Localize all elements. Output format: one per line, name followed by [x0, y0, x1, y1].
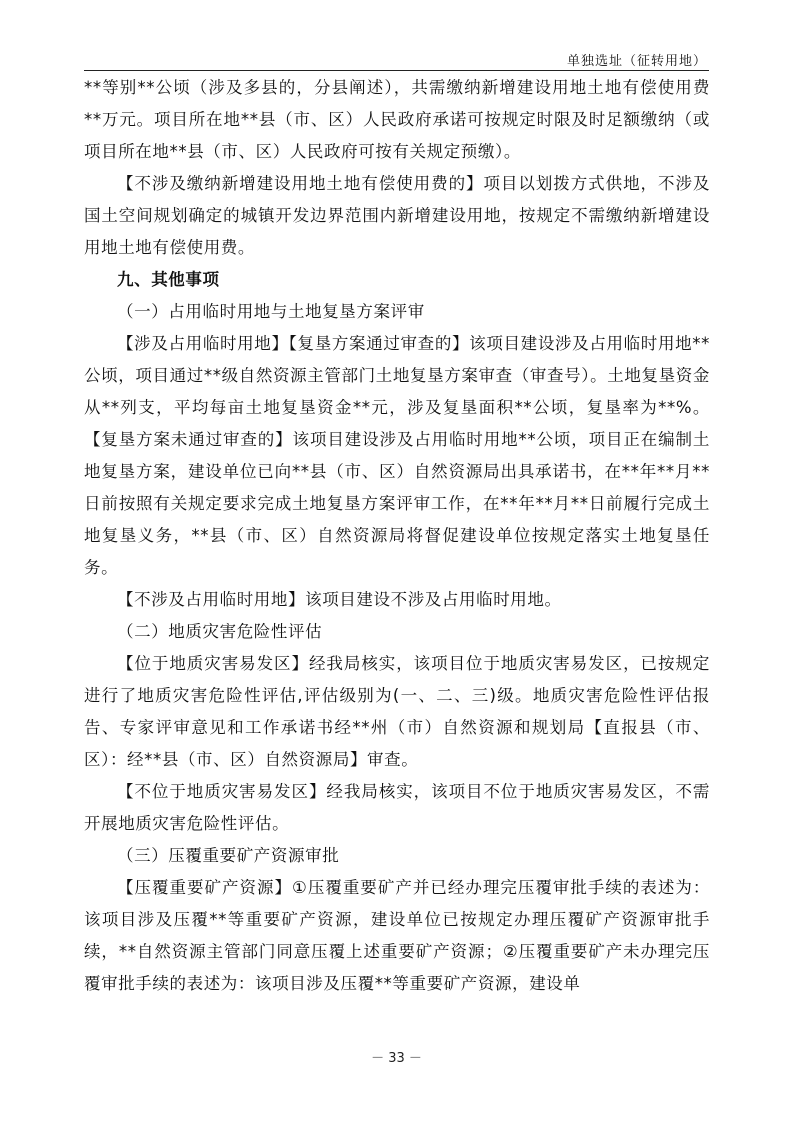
- paragraph-mineral-resources: 【压覆重要矿产资源】①压覆重要矿产并已经办理完压覆审批手续的表述为：该项目涉及压覆**等重要矿产资源，建设单位已按规定办理压覆矿产资源审批手续，**自然资源主管部门同意压覆上述重要矿产资源；②压覆重要矿产未办理完压覆审批手续的表述为：该项目涉及压覆**等重要矿产资源，建设单: [84, 878, 710, 993]
- subheading-temporary-land: （一）占用临时用地与土地复垦方案评审: [117, 302, 425, 321]
- paragraph-no-temporary-land: 【不涉及占用临时用地】该项目建设不涉及占用临时用地。: [117, 590, 562, 609]
- paragraph-geo-hazard-not-prone: 【不位于地质灾害易发区】经我局核实，该项目不位于地质灾害易发区，不需开展地质灾害危险性评估。: [84, 782, 710, 833]
- page-number: － 33 －: [371, 1051, 422, 1066]
- subheading-geo-hazard: （二）地质灾害危险性评估: [117, 622, 323, 641]
- paragraph-fee-continued: **等别**公顷（涉及多县的，分县阐述），共需缴纳新增建设用地土地有偿使用费**万元。项目所在地**县（市、区）人民政府承诺可按规定时限及时足额缴纳（或项目所在地**县（市、区）人民政府可按有关规定预缴）。: [84, 78, 710, 161]
- document-body: [84, 72, 710, 1000]
- header-title: 单独选址（征转用地）: [566, 54, 707, 69]
- subheading-mineral-resources: （三）压覆重要矿产资源审批: [117, 846, 340, 865]
- page-header: [84, 48, 709, 71]
- section-heading-other-matters: 九、其他事项: [117, 270, 220, 289]
- paragraph-geo-hazard-prone: 【位于地质灾害易发区】经我局核实，该项目位于地质灾害易发区，已按规定进行了地质灾害危险性评估,评估级别为(一、二、三)级。地质灾害危险性评估报告、专家评审意见和工作承诺书经**州（市）自然资源和规划局【直报县（市、区）：经**县（市、区）自然资源局】审查。: [84, 654, 710, 769]
- paragraph-temporary-land: 【涉及占用临时用地】【复垦方案通过审查的】该项目建设涉及占用临时用地**公顷，项目通过**级自然资源主管部门土地复垦方案审查（审查号）。土地复垦资金从**列支，平均每亩土地复垦资金**元，涉及复垦面积**公顷，复垦率为**%。【复垦方案未通过审查的】该项目建设涉及占用临时用地**公顷，项目正在编制土地复垦方案，建设单位已向**县（市、区）自然资源局出具承诺书，在**年**月**日前按照有关规定要求完成土地复垦方案评审工作，在**年**月**日前履行完成土地复垦义务，**县（市、区）自然资源局将督促建设单位按规定落实土地复垦任务。: [84, 334, 710, 577]
- paragraph-fee-exempt: 【不涉及缴纳新增建设用地土地有偿使用费的】项目以划拨方式供地，不涉及国土空间规划确定的城镇开发边界范围内新增建设用地，按规定不需缴纳新增建设用地土地有偿使用费。: [84, 174, 710, 257]
